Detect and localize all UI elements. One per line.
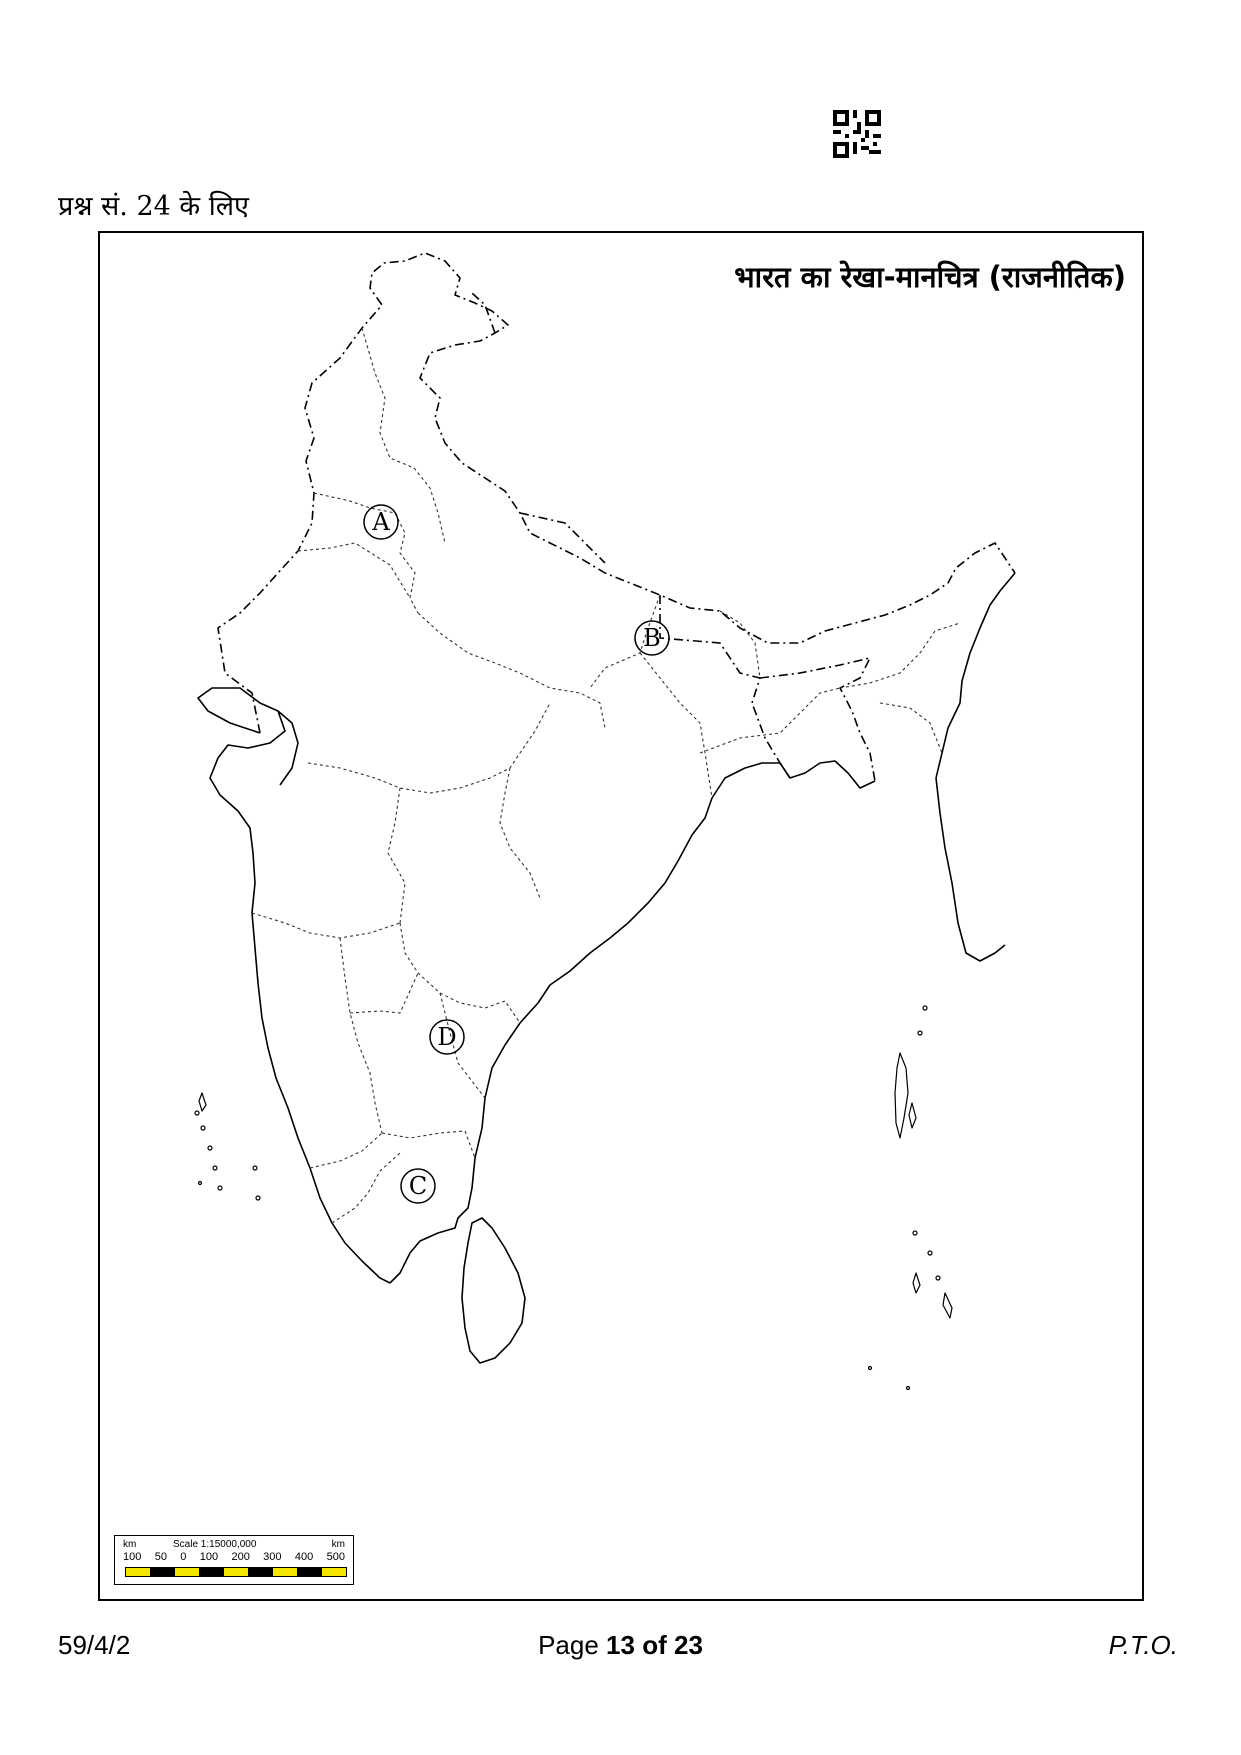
scale-tick: 100 xyxy=(199,1551,219,1563)
scale-bar-segment xyxy=(175,1568,199,1576)
map-frame xyxy=(98,231,1144,1601)
scale-ticks xyxy=(123,1551,345,1563)
scale-bar-segment xyxy=(150,1568,174,1576)
scale-bar-segment xyxy=(224,1568,248,1576)
international-boundary xyxy=(218,253,1015,733)
page-current: 13 xyxy=(606,1630,635,1660)
scale-units-right: km xyxy=(331,1539,345,1550)
islands xyxy=(195,1006,952,1390)
page-prefix: Page xyxy=(538,1630,599,1660)
scale-bar-segment xyxy=(297,1568,321,1576)
scale-bar-segment xyxy=(199,1568,223,1576)
scale-tick: 50 xyxy=(154,1551,167,1563)
region-markers xyxy=(364,505,669,1203)
scale-units-left: km xyxy=(123,1539,137,1550)
india-outline-map xyxy=(100,233,1142,1599)
scale-tick: 300 xyxy=(263,1551,282,1563)
page-total: 23 xyxy=(673,1630,703,1660)
marker-b-label: B xyxy=(643,624,661,652)
map-title: भारत का रेखा-मानचित्र (राजनीतिक) xyxy=(734,260,1126,294)
scale-bar-segment xyxy=(126,1568,150,1576)
scale-bar-segment xyxy=(322,1568,346,1576)
marker-d-label: D xyxy=(437,1023,457,1051)
page-indicator xyxy=(0,1630,1241,1661)
marker-c-label: C xyxy=(408,1172,428,1200)
paper-code: 59/4/2 xyxy=(58,1630,131,1660)
scale-tick: 500 xyxy=(326,1551,345,1563)
page-of: of xyxy=(642,1630,667,1660)
scale-bar xyxy=(114,1535,354,1585)
scale-bar-segments xyxy=(125,1567,347,1577)
qr-code-icon xyxy=(833,110,881,158)
scale-tick: 400 xyxy=(294,1551,314,1563)
scale-tick: 200 xyxy=(231,1551,250,1563)
scale-bar-segment xyxy=(273,1568,297,1576)
pto-label: P.T.O. xyxy=(1108,1630,1178,1660)
scale-ratio: Scale 1:15000,000 xyxy=(173,1539,257,1550)
marker-a-label: A xyxy=(372,508,390,536)
scale-tick: 0 xyxy=(180,1551,187,1563)
sri-lanka-outline xyxy=(462,1218,525,1363)
question-reference: प्रश्न सं. 24 के लिए xyxy=(58,191,249,222)
scale-bar-segment xyxy=(248,1568,272,1576)
scale-tick: 100 xyxy=(123,1551,142,1563)
